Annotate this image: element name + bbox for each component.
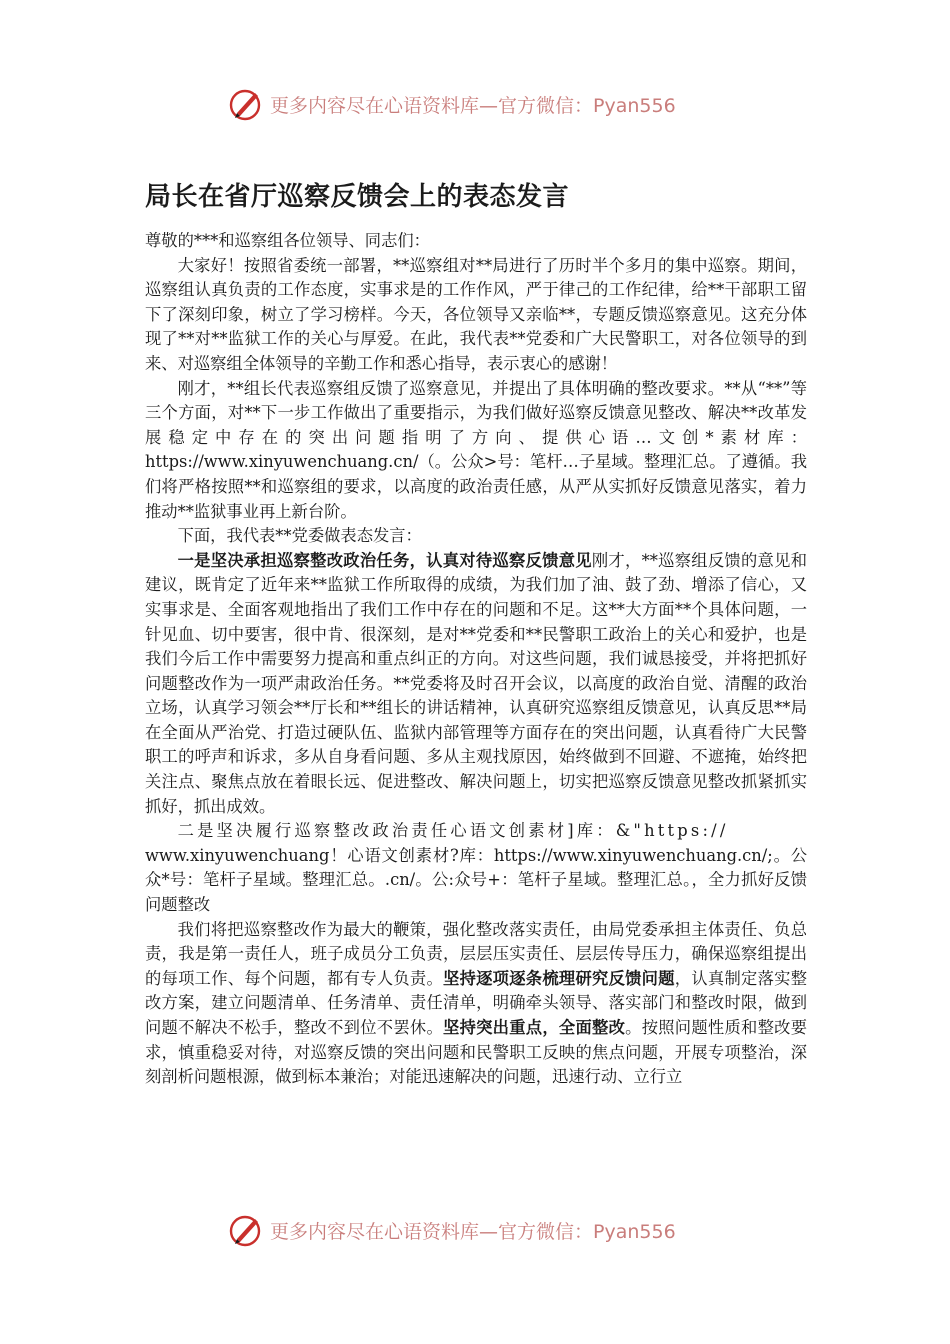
pen-logo-icon [228,1212,264,1248]
heading-two: 二是坚决履行巡察整改政治责任心语文创素材]库：&"https:// [177,821,729,841]
paragraph-4-text: 刚才，**巡察组反馈的意见和建议，既肯定了近年来**监狱工作所取得的成绩，为我们加了油、鼓了劲、增添了信心，又实事求是、全面客观地指出了我们工作中存在的问题和不足。这**大方面**个具体问题，一针见血、切中要害，很中肯、很深刻，是对**党委和**民警职工政治上的关心和爱护，也是我们今后工作中需要努力提高和重点纠正的方向。对这些问题，我们诚恳接受，并将把抓好问题整改作为一项严肃政治任务。**党委将及时召开会议，以高度的政治自觉、清醒的政治立场，认真学习领会**厅长和**组长的讲话精神，认真研究巡察组反馈意见，认真反思**局在全面从严治党、打造过硬队伍、监狱内部管理等方面存在的突出问题，认真看待广大民警职工的呼声和诉求，多从自身看问题、多从主观找原因，始终做到不回避、不遮掩，始终把关注点、聚焦点放在着眼长远、促进整改、解决问题上，切实把巡察反馈意见整改抓紧抓实抓好，抓出成效。 [145,550,807,816]
pen-logo-icon [228,86,264,122]
document-title: 局长在省厅巡察反馈会上的表态发言 [145,182,570,212]
paragraph-3: 下面，我代表**党委做表态发言： [177,526,422,546]
bold-phrase-2: 坚持突出重点，全面整改 [443,1018,626,1037]
heading-one: 一是坚决承担巡察整改政治任务，认真对待巡察反馈意见 [177,550,592,570]
paragraph-5-text: www.xinyuwenchuang！心语文创素材?库：https://www.xinyuwenchuang.cn/;。公众*号：笔杆子星域。整理汇总。.cn/。公:众号+：笔杆子星域。整理汇总。，全力抓好反馈问题整改 [145,845,807,915]
header-banner [228,84,728,124]
banner-text: 更多内容尽在心语资料库—官方微信：Pyan556 [270,94,676,117]
paragraph-4 [145,549,807,820]
salutation: 尊敬的***和巡察组各位领导、同志们： [145,231,430,250]
footer-banner [228,1210,728,1250]
banner-text: 更多内容尽在心语资料库—官方微信：Pyan556 [270,1220,676,1243]
paragraph-5 [145,819,807,917]
paragraph-2: 刚才，**组长代表巡察组反馈了巡察意见，并提出了具体明确的整改要求。**从“**”等三个方面，对**下一步工作做出了重要指示，为我们做好巡察反馈意见整改、解决**改革发展稳定中存在的突出问题指明了方向、提供心语…文创*素材库：https://www.xinyuwenchuang.cn/（。公众>号：笔杆…子星域。整理汇总。了遵循。我们将严格按照**和巡察组的要求，以高度的政治责任感，从严从实抓好反馈意见落实，着力推动**监狱事业再上新台阶。 [145,378,807,521]
paragraph-6-text-c: 。按照问题性质和整改要求，慎重稳妥对待，对巡察反馈的突出问题和民警职工反映的焦点问题，开展专项整治，深刻剖析问题根源，做到标本兼治；对能迅速解决的问题，迅速行动、立行立 [145,1018,807,1087]
document-body [145,229,807,1090]
paragraph-6-text-b: ，认真制定落实整改方案，建立问题清单、任务清单、责任清单，明确牵头领导、落实部门和整改时限，做到问题不解决不松手，整改不到位不罢休。 [145,968,807,1037]
bold-phrase-1: 坚持逐项逐条梳理研究反馈问题 [443,968,675,988]
paragraph-6 [145,918,807,1090]
paragraph-6-text-a: 我们将把巡察整改作为最大的鞭策，强化整改落实责任，由局党委承担主体责任、负总责，我是第一责任人，班子成员分工负责，层层压实责任、层层传导压力，确保巡察组提出的每项工作、每个问题，都有专人负责。 [145,919,807,988]
paragraph-1: 大家好！按照省委统一部署，**巡察组对**局进行了历时半个多月的集中巡察。期间，巡察组认真负责的工作态度，实事求是的工作作风，严于律己的工作纪律，给**干部职工留下了深刻印象，树立了学习榜样。今天，各位领导又亲临**，专题反馈巡察意见。这充分体现了**对**监狱工作的关心与厚爱。在此，我代表**党委和广大民警职工，对各位领导的到来、对巡察组全体领导的辛勤工作和悉心指导，表示衷心的感谢！ [145,255,807,373]
